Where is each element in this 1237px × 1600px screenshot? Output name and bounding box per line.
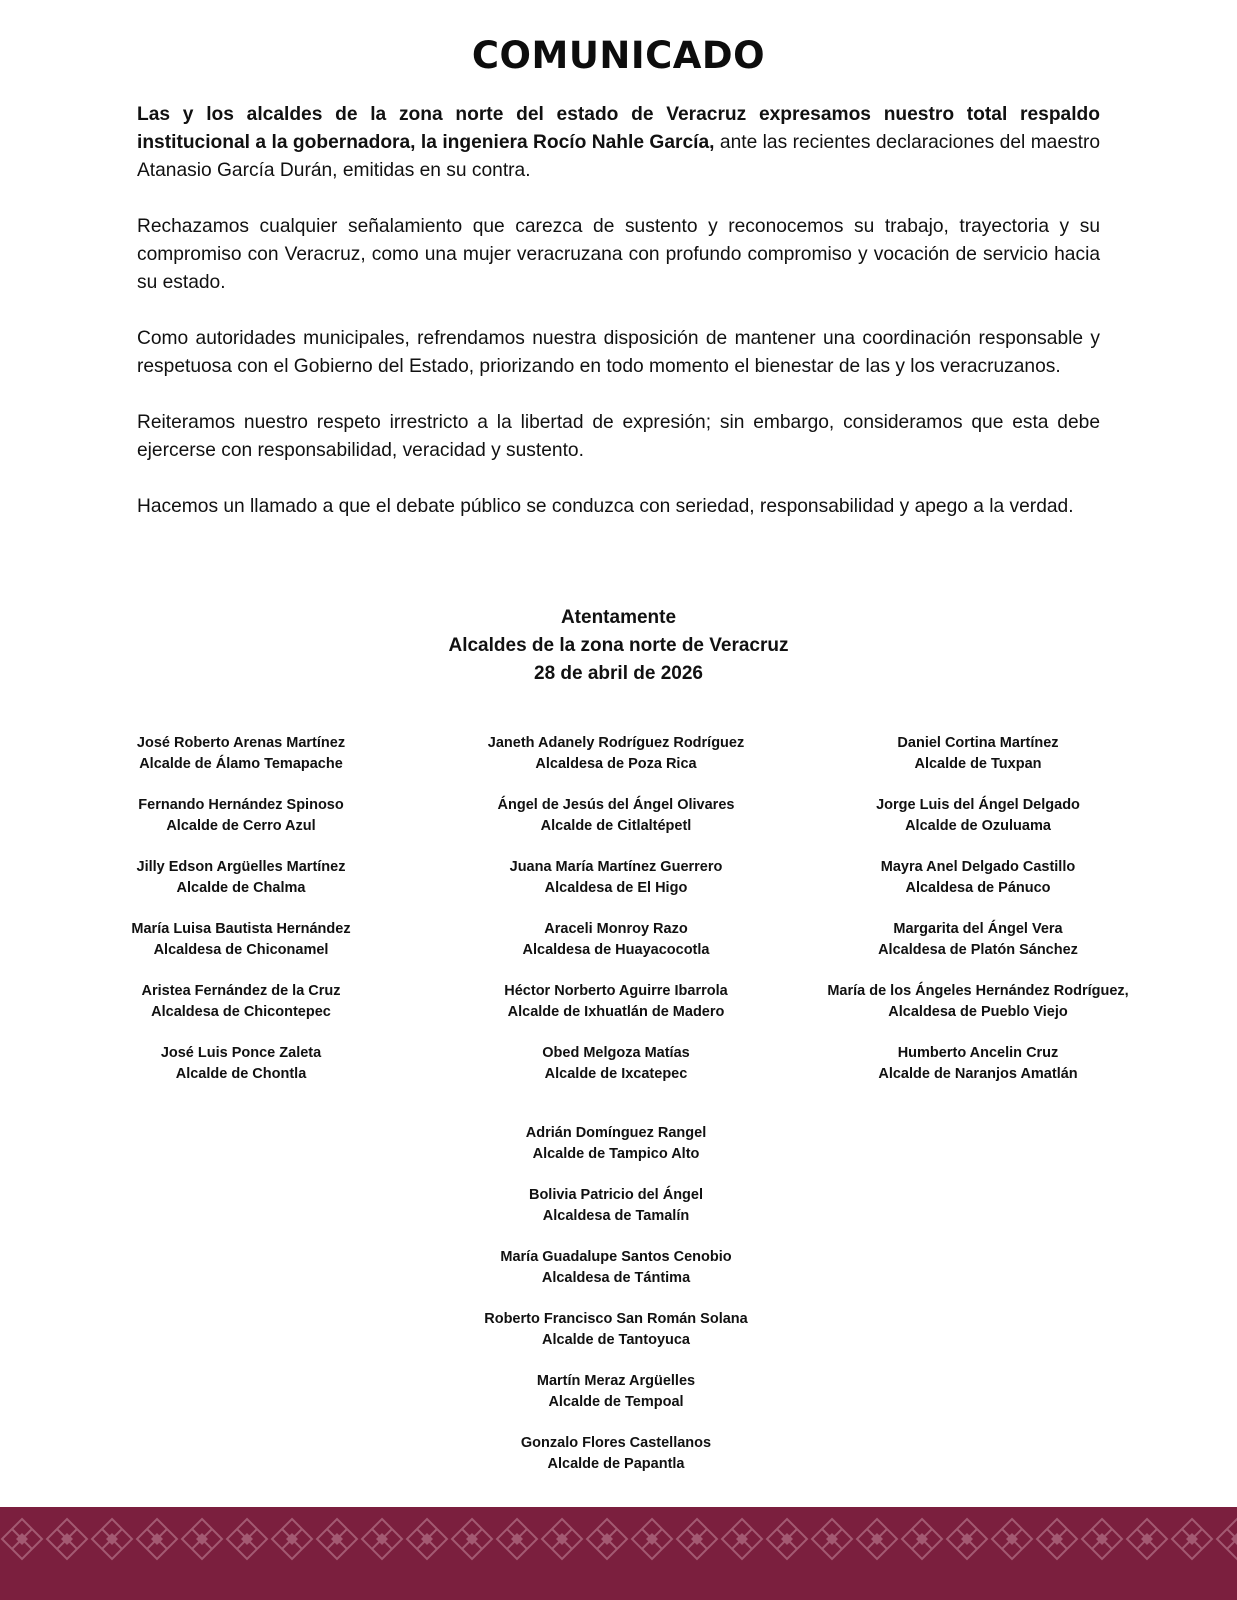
signatories-bottom-column [426, 1123, 806, 1495]
signatory [788, 1043, 1168, 1084]
closing-date: 28 de abril de 2026 [534, 663, 703, 684]
signatories-left-column [51, 733, 431, 1105]
statement-body [137, 101, 1100, 549]
signatory [51, 795, 431, 836]
signatory [51, 733, 431, 774]
signatory [51, 919, 431, 960]
paragraph-1-bold: Las y los alcaldes de la zona norte del estado de Veracruz expresamos nuestro total respaldo institucional a la gobernadora, la ingeniera Rocío Nahle García, [137, 104, 1100, 153]
signatory-role: Alcaldesa de El Higo [544, 880, 688, 896]
diamond-motif-icon [92, 1519, 132, 1559]
signatory-name: María Guadalupe Santos Cenobio [500, 1249, 732, 1265]
signatory-role: Alcalde de Citlaltépetl [540, 818, 692, 834]
paragraph-4: Reiteramos nuestro respeto irrestricto a la libertad de expresión; sin embargo, consideramos que esta debe ejercerse con responsabilidad, veracidad y sustento. [137, 412, 1100, 461]
signatories-middle-column [426, 733, 806, 1105]
signatory [426, 1043, 806, 1084]
signatory-name: Héctor Norberto Aguirre Ibarrola [504, 983, 728, 999]
diamond-motif-icon [497, 1519, 537, 1559]
closing-salutation: Atentamente [560, 607, 677, 628]
signatory [426, 795, 806, 836]
signatory-name: José Roberto Arenas Martínez [136, 735, 346, 751]
signatory-role: Alcalde de Naranjos Amatlán [878, 1066, 1078, 1082]
signatory [426, 1123, 806, 1164]
signatory [788, 919, 1168, 960]
signatory-name: Jilly Edson Argüelles Martínez [136, 859, 346, 875]
signatory-role: Alcaldesa de Tamalín [542, 1208, 690, 1224]
signatory-name: Bolivia Patricio del Ángel [528, 1187, 704, 1203]
diamond-motif-icon [722, 1519, 762, 1559]
signatory-name: Fernando Hernández Spinoso [138, 797, 344, 813]
signatory-name: Adrián Domínguez Rangel [525, 1125, 707, 1141]
diamond-motif-icon [317, 1519, 357, 1559]
signatory-name: Janeth Adanely Rodríguez Rodríguez [487, 735, 745, 751]
signatory [788, 733, 1168, 774]
signatory [788, 795, 1168, 836]
signatory [426, 1185, 806, 1226]
signatory-role: Alcalde de Tuxpan [914, 756, 1042, 772]
signatory [426, 1247, 806, 1288]
diamond-motif-icon [1037, 1519, 1077, 1559]
diamond-motif-icon [1172, 1519, 1212, 1559]
signatory-name: Martín Meraz Argüelles [536, 1373, 696, 1389]
signatory-name: Juana María Martínez Guerrero [509, 859, 723, 875]
paragraph-1-rest: ante las recientes declaraciones del maestro Atanasio García Durán, emitidas en su contra. [137, 132, 1101, 181]
signatory-role: Alcaldesa de Poza Rica [535, 756, 697, 772]
diamond-motif-icon [902, 1519, 942, 1559]
signatory [51, 981, 431, 1022]
signatory [51, 1043, 431, 1084]
signatory-name: Mayra Anel Delgado Castillo [880, 859, 1076, 875]
closing-block [0, 604, 1237, 688]
signatory-role: Alcalde de Cerro Azul [166, 818, 316, 834]
signatory-role: Alcalde de Chalma [176, 880, 306, 896]
signatory-role: Alcalde de Ozuluama [905, 818, 1051, 834]
signatory-role: Alcalde de Tantoyuca [542, 1332, 690, 1348]
diamond-motif-icon [542, 1519, 582, 1559]
signatory-role: Alcaldesa de Huayacocotla [522, 942, 710, 958]
signatory-name: María de los Ángeles Hernández Rodríguez, [827, 983, 1129, 999]
signatory-role: Alcaldesa de Platón Sánchez [878, 942, 1078, 958]
signatory-role: Alcalde de Papantla [547, 1456, 685, 1472]
signatory-role: Alcaldesa de Tántima [541, 1270, 691, 1286]
signatory-role: Alcalde de Álamo Temapache [139, 756, 343, 772]
paragraph-1 [137, 101, 1100, 185]
signatory-name: Gonzalo Flores Castellanos [520, 1435, 712, 1451]
diamond-motif-icon [2, 1519, 42, 1559]
signatory-role: Alcalde de Ixcatepec [544, 1066, 688, 1082]
diamond-pattern-icon [0, 1507, 1237, 1600]
signatory-role: Alcaldesa de Chiconamel [153, 942, 329, 958]
signatory-name: Aristea Fernández de la Cruz [141, 983, 341, 999]
decorative-footer-band [0, 1507, 1237, 1600]
signatory [51, 857, 431, 898]
signatory-name: María Luisa Bautista Hernández [131, 921, 351, 937]
diamond-motif-icon [1082, 1519, 1122, 1559]
signatory-role: Alcalde de Tempoal [548, 1394, 684, 1410]
paragraph-3: Como autoridades municipales, refrendamos nuestra disposición de mantener una coordinación responsable y respetuosa con el Gobierno del Estado, priorizando en todo momento el bienestar de las y los veracruzanos. [137, 328, 1100, 377]
diamond-motif-icon [452, 1519, 492, 1559]
signatory [788, 857, 1168, 898]
signatory [426, 981, 806, 1022]
signatory [426, 733, 806, 774]
diamond-motif-icon [947, 1519, 987, 1559]
signatories-right-column [788, 733, 1168, 1105]
diamond-motif-icon [227, 1519, 267, 1559]
signatory-name: Humberto Ancelin Cruz [897, 1045, 1059, 1061]
signatory [426, 857, 806, 898]
paragraph-5: Hacemos un llamado a que el debate público se conduzca con seriedad, responsabilidad y apego a la verdad. [137, 496, 1074, 517]
signatory-role: Alcalde de Chontla [175, 1066, 307, 1082]
signatory-name: Araceli Monroy Razo [544, 921, 688, 937]
signatory [426, 1371, 806, 1412]
diamond-motif-icon [857, 1519, 897, 1559]
signatory-name: Daniel Cortina Martínez [897, 735, 1059, 751]
diamond-motif-icon [677, 1519, 717, 1559]
diamond-motif-icon [587, 1519, 627, 1559]
diamond-motif-icon [182, 1519, 222, 1559]
diamond-motif-icon [137, 1519, 177, 1559]
signatory [426, 1433, 806, 1474]
closing-signers: Alcaldes de la zona norte de Veracruz [448, 635, 789, 656]
signatory-name: Jorge Luis del Ángel Delgado [876, 797, 1080, 813]
signatory-role: Alcaldesa de Chicontepec [151, 1004, 331, 1020]
diamond-motif-icon [812, 1519, 852, 1559]
diamond-motif-icon [1127, 1519, 1167, 1559]
diamond-motif-icon [632, 1519, 672, 1559]
page-title: COMUNICADO [471, 34, 766, 77]
diamond-motif-icon [362, 1519, 402, 1559]
diamond-motif-icon [407, 1519, 447, 1559]
signatory-name: Ángel de Jesús del Ángel Olivares [497, 797, 735, 813]
signatory-name: Margarita del Ángel Vera [893, 921, 1063, 937]
signatory [426, 1309, 806, 1350]
diamond-motif-icon [1217, 1519, 1237, 1559]
signatory-name: Roberto Francisco San Román Solana [484, 1311, 748, 1327]
signatory-role: Alcaldesa de Pánuco [905, 880, 1051, 896]
paragraph-2: Rechazamos cualquier señalamiento que carezca de sustento y reconocemos su trabajo, trayectoria y su compromiso con Veracruz, como una mujer veracruzana con profundo compromiso y vocación de servicio hacia su estado. [137, 216, 1100, 293]
diamond-motif-icon [272, 1519, 312, 1559]
signatory-role: Alcalde de Tampico Alto [532, 1146, 700, 1162]
signatory-role: Alcalde de Ixhuatlán de Madero [507, 1004, 725, 1020]
signatory [426, 919, 806, 960]
diamond-motif-icon [767, 1519, 807, 1559]
diamond-motif-icon [47, 1519, 87, 1559]
signatory-role: Alcaldesa de Pueblo Viejo [888, 1004, 1068, 1020]
signatory-name: Obed Melgoza Matías [542, 1045, 690, 1061]
diamond-motif-icon [992, 1519, 1032, 1559]
signatory [788, 981, 1168, 1022]
signatory-name: José Luis Ponce Zaleta [160, 1045, 322, 1061]
